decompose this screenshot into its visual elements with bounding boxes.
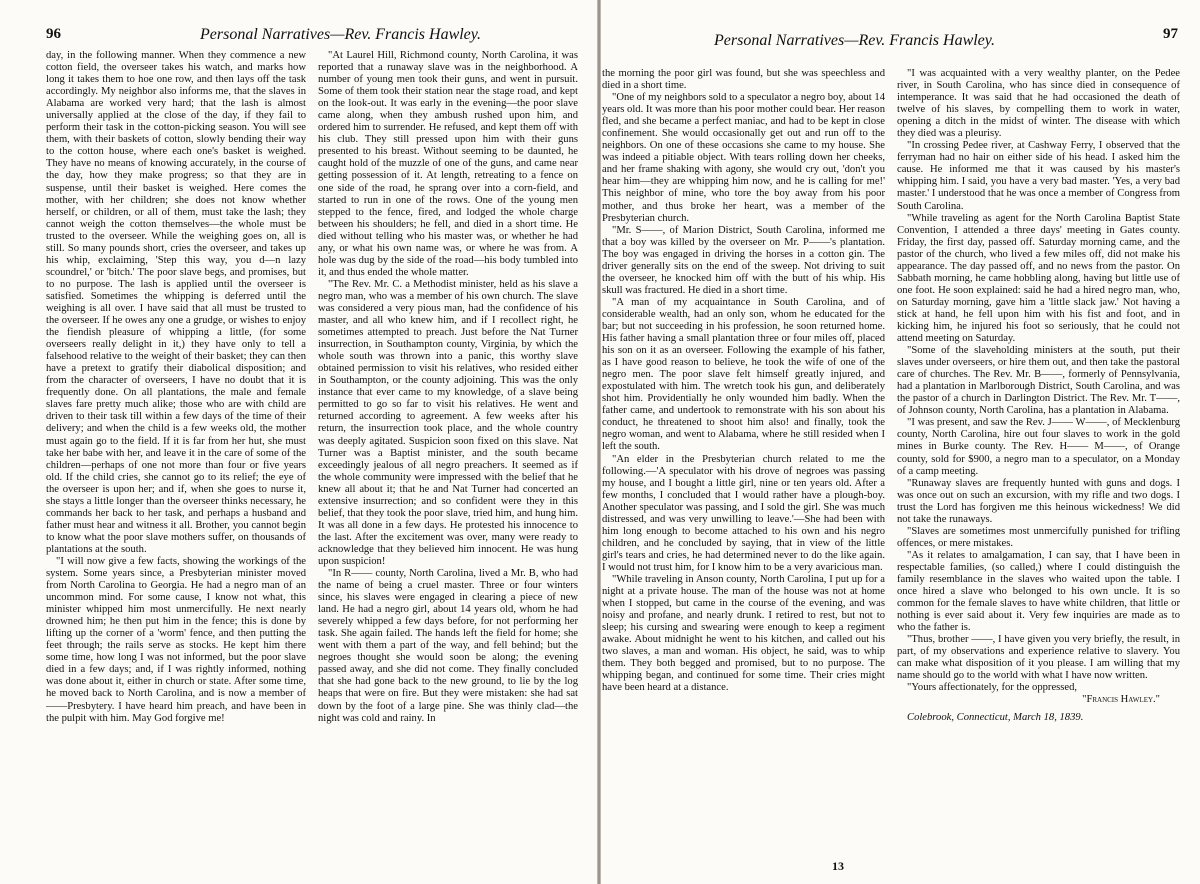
right-column-2 — [897, 68, 1180, 856]
paragraph: "I was acquainted with a very wealthy planter, on the Pedee river, in South Carolina, who has since died in consequence of intemperance. It was said that he had occasioned the death of twelve of his slaves, by compelling them to work in water, opening a ditch in the midst of winter. The disease with which they died was a pleurisy. — [897, 68, 1180, 140]
left-page — [0, 0, 598, 884]
paragraph: "One of my neighbors sold to a speculator a negro boy, about 14 years old. It was more than his poor mother could bear. Her reason fled, and she became a perfect maniac, and had to be kept in close confinement. She would occasionally get out and run off to the neighbors. On one of these occasions she came to my house. She was indeed a pitiable object. With tears rolling down her cheeks, and her frame shaking with agony, she would cry out, 'don't you hear him—they are whipping him now, and he is calling for me!' This neighbor of mine, who tore the boy away from his poor mother, and thus broke her heart, was a member of the Presbyterian church. — [602, 92, 885, 224]
paragraph: "A man of my acquaintance in South Carolina, and of considerable wealth, had an only son, whom he educated for the bar; but not succeeding in his profession, he soon returned home. His father having a small plantation three or four miles off, placed his son on it as an overseer. Following the example of his father, as I have good reason to believe, he took the wife of one of the negro men. The poor slave felt himself greatly injured, and expostulated with him. The wretch took his gun, and deliberately shot him. Providentially he only wounded him badly. When the father came, and undertook to remonstrate with his son about his conduct, he threatened to shoot him also! and finally, took the negro woman, and went to Alabama, where he still resided when I left the south. — [602, 296, 885, 453]
left-running-head: Personal Narratives—Rev. Francis Hawley. — [200, 26, 481, 43]
paragraph: "Thus, brother ——, I have given you very briefly, the result, in part, of my observations and experience relative to slavery. You can make what disposition of it you please. I am willing that my name should go to the world with what I have now written. — [897, 634, 1180, 682]
right-column-1 — [602, 68, 885, 856]
paragraph: "I will now give a few facts, showing the workings of the system. Some years since, a Presbyterian minister moved from North Carolina to Georgia. He had a negro man of an uncommon mind. For some cause, I know not what, this minister whipped him most unmercifully. He next nearly drowned him; he then put him in the fence; this is done by lifting up the corner of a 'worm' fence, and then putting the feet through; the rails serve as stocks. He kept him there some time, how long I was not informed, but the poor slave died in a few days; and, if I was rightly informed, nothing was done about it, either in church or state. After some time, he moved back to North Carolina, and is now a member of——Presbytery. I have heard him preach, and have been in the pulpit with him. May God forgive me! — [46, 555, 306, 724]
right-page-number: 97 — [1163, 26, 1178, 42]
letter-signature: "Francis Hawley." — [1082, 694, 1160, 706]
left-page-header — [0, 26, 598, 46]
left-page-columns — [46, 50, 578, 856]
right-running-head: Personal Narratives—Rev. Francis Hawley. — [714, 32, 995, 49]
paragraph: "In crossing Pedee river, at Cashway Ferry, I observed that the ferryman had no hair on either side of his head. I asked him the cause. He informed me that it was caused by his master's whipping him. I said, you have a very bad master. 'Yes, a very bad master.' I understood that he was once a member of Congress from South Carolina. — [897, 140, 1180, 212]
paragraph: "While traveling as agent for the North Carolina Baptist State Convention, I attended a three days' meeting in Gates county. Friday, the first day, passed off. Saturday morning came, and the pastor of the church, who lived a few miles off, did not make his appearance. The day passed off, and no news from the pastor. On Sabbath morning, he came hobbling along, having but little use of one foot. He soon explained: said he had a hired negro man, who, on Saturday morning, gave him a 'little slack jaw.' Not having a stick at hand, he fell upon him with his fist and foot, and in kicking him, he injured his foot so seriously, that he could not attend meeting on Saturday. — [897, 212, 1180, 345]
paragraph: day, in the following manner. When they commence a new cotton field, the overseer takes his watch, and marks how long it takes them to hoe one row, and then lays off the task accordingly. My neighbor also informs me, that the slaves in Alabama are worked very hard; that the lash is almost universally applied at the close of the day, if they fail to perform their task in the cotton-picking season. You will see them, with their baskets of cotton, slowly bending their way to the cotton house, where each one's basket is weighed. They have no means of knowing accurately, in the course of the day, how they make progress; so that they are in suspense, until their basket is weighed. Here comes the mother, with her children; she does not know whether herself, or children, or all of them, must take the lash; they cannot weigh the cotton themselves—the whole must be trusted to the overseer. While the weighing goes on, all is still. So many pounds short, cries the overseer, and takes up his whip, exclaiming, 'Step this way, you d—n lazy scoundrel,' or 'bitch.' The poor slave begs, and promises, but to no purpose. The lash is applied until the overseer is satisfied. Sometimes the whipping is deferred until the weighing is all over. I have said that all must be trusted to the overseer. If he owes any one a grudge, or wishes to enjoy the fiendish pleasure of whipping a little, (for some overseers really delight in it,) they have only to tell a falsehood relative to the weight of their basket; they can then have a pretext to gratify their diabolical disposition; and from the character of overseers, I have no doubt that it is frequently done. On all plantations, the male and female slaves fare pretty much alike; those who are with child are driven to their task till within a few days of the time of their delivery; and when the child is a few weeks old, the mother must again go to the field. If it is far from her hut, she must take her babe with her, and leave it in the care of some of the children—perhaps of one not more than four or five years old. If the child cries, she cannot go to its relief; the eye of the overseer is upon her; and if, when she goes to nurse it, she stays a little longer than the overseer thinks necessary, he commands her back to her task, and perhaps a husband and father must hear and witness it all. Brother, you cannot begin to know what the poor slave mothers suffer, on thousands of plantations at the south. — [46, 50, 306, 555]
paragraph: "In R—— county, North Carolina, lived a Mr. B, who had the name of being a cruel master. Three or four winters since, his slaves were engaged in clearing a piece of new land. He had a negro girl, about 14 years old, whom he had severely whipped a few days before, for not performing her task. She again failed. The hands left the field for home; she went with them a part of the way, and fell behind; but the negroes thought she would soon be along; the evening passed away, and she did not come. They finally concluded that she had gone back to the new ground, to lie by the log heaps that were on fire. But they were mistaken: she had sat down by the foot of a large pine. She was thinly clad—the night was cold and rainy. In — [318, 568, 578, 724]
paragraph: "An elder in the Presbyterian church related to me the following.—'A speculator with his drove of negroes was passing my house, and I bought a little girl, nine or ten years old. After a few months, I concluded that I would rather have a plough-boy. Another speculator was passing, and I sold the girl. She was much distressed, and was very unwilling to leave.'—She had been with him long enough to become attached to his own and his negro children, and he concluded by saying, that in view of the little girl's tears and cries, he had determined never to do the like again. I would not trust him, for I know him to be a very avaricious man. — [602, 453, 885, 573]
paragraph: "Some of the slaveholding ministers at the south, put their slaves under overseers, or hire them out, and then take the pastoral care of churches. The Rev. Mr. B——, formerly of Pennsylvania, had a plantation in Marlborough District, South Carolina, and was the pastor of a church in Darlington District. The Rev. Mr. T——, of Johnson county, North Carolina, has a plantation in Alabama. — [897, 345, 1180, 417]
letter-dateline: Colebrook, Connecticut, March 18, 1839. — [907, 712, 1084, 724]
paragraph: "While traveling in Anson county, North Carolina, I put up for a night at a private house. The man of the house was not at home when I stopped, but came in the course of the evening, and was noisy and profane, and nearly drunk. I retired to rest, but not to sleep; his cursing and swearing were enough to keep a regiment awake. About midnight he went to his kitchen, and called out his two slaves, a man and woman. His object, he said, was to whip them. They both begged and promised, but to no purpose. The whipping began, and continued for some time. Their cries might have been heard at a distance. — [602, 573, 885, 694]
paragraph: "The Rev. Mr. C. a Methodist minister, held as his slave a negro man, who was a member of his own church. The slave was considered a very pious man, had the confidence of his master, and all who knew him, and if I recollect right, he sometimes attempted to preach. Just before the Nat Turner insurrection, in Southampton county, Virginia, by which the whole south was thrown into a panic, this worthy slave obtained permission to visit his relatives, who resided either in Southampton, or the county adjoining. This was the only instance that ever came to my knowledge, of a slave being permitted to go so far to visit his relatives. He went and returned according to agreement. A few weeks after his return, the insurrection took place, and the whole country was deeply agitated. Suspicion soon fixed on this slave. Nat Turner was a Baptist minister, and the south became exceedingly jealous of all negro preachers. It seemed as if the whole community were impressed with the belief that he knew all about it; that he and Nat Turner had concerted an extensive insurrection; and so confident were they in this belief, that they took the poor slave, tried him, and hung him. It was all done in a few days. He protested his innocence to the last. After the excitement was over, many were ready to acknowledge that they believed him innocent. He was hung upon suspicion! — [318, 278, 578, 567]
left-column-2 — [318, 50, 578, 856]
paragraph: "As it relates to amalgamation, I can say, that I have been in respectable families, (so called,) where I could distinguish the family resemblance in the slaves who waited upon the table. I once hired a slave who belonged to his own uncle. It is so common for the female slaves to have white children, that little or nothing is ever said about it. Very few inquiries are made as to who the father is. — [897, 549, 1180, 634]
left-column-1 — [46, 50, 306, 856]
right-page — [600, 0, 1200, 884]
paragraph: "Slaves are sometimes most unmercifully punished for trifling offences, or mere mistakes. — [897, 525, 1180, 549]
right-page-header — [600, 26, 1200, 49]
paragraph: "At Laurel Hill, Richmond county, North Carolina, it was reported that a runaway slave was in the neighborhood. A number of young men took their guns, and went in pursuit. Some of them took their station near the stage road, and kept on the look-out. It was early in the evening—the poor slave came along, when they ambush rushed upon him, and ordered him to surrender. He refused, and kept them off with his club. They still pressed upon him with their guns presented to his breast. Without seeming to be daunted, he caught hold of the muzzle of one of the guns, and came near getting possession of it. At length, retreating to a fence on one side of the road, he sprang over into a corn-field, and started to run in one of the rows. One of the young men stepped to the fence, fired, and lodged the whole charge between his shoulders; he fell, and died in a short time. He died without telling who his master was, or whether he had any, or what his own name was, or where he was from. A hole was dug by the side of the road—his body tumbled into it, and thus ended the whole matter. — [318, 50, 578, 278]
paragraph: "I was present, and saw the Rev. J—— W——, of Mecklenburg county, North Carolina, hire out four slaves to work in the gold mines in Burke county. The Rev. H—— M——, of Orange county, sold for $900, a negro man to a speculator, on a Monday of a camp meeting. — [897, 417, 1180, 477]
left-page-number: 96 — [46, 26, 61, 42]
right-page-columns — [602, 68, 1180, 856]
paragraph: the morning the poor girl was found, but she was speechless and died in a short time. — [602, 68, 885, 92]
paragraph: "Runaway slaves are frequently hunted with guns and dogs. I was once out on such an excursion, with my rifle and two dogs. I trust the Lord has forgiven me this heinous wickedness! We did not take the runaways. — [897, 477, 1180, 525]
signature-mark: 13 — [832, 859, 844, 873]
letter-closing: "Yours affectionately, for the oppressed, — [907, 682, 1078, 694]
paragraph: "Mr. S——, of Marion District, South Carolina, informed me that a boy was killed by the overseer on Mr. P——'s plantation. The boy was engaged in driving the horses in a cotton gin. The driver generally sits on the end of the sweep. Not driving to suit the overseer, he knocked him off with the butt of his whip. His skull was fractured. He died in a short time. — [602, 224, 885, 296]
